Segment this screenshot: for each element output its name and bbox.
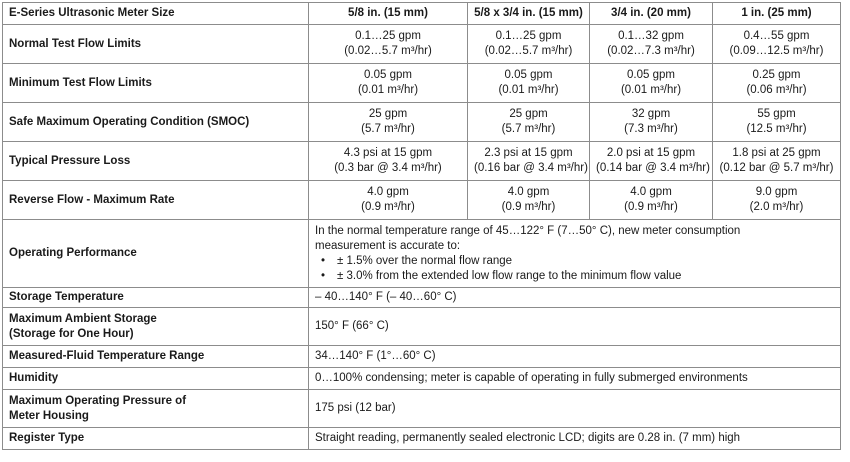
- specification-table: [2, 2, 841, 450]
- row-label: Storage Temperature: [3, 288, 309, 308]
- bullet-icon: •: [321, 269, 326, 282]
- row-label: Measured-Fluid Temperature Range: [3, 346, 309, 368]
- table-cell: 2.3 psi at 15 gpm (0.16 bar @ 3.4 m³/hr): [468, 142, 590, 181]
- table-row-register-type: [3, 428, 841, 450]
- table-cell: 0.1…25 gpm (0.02…5.7 m³/hr): [468, 25, 590, 64]
- table-cell: 0…100% condensing; meter is capable of operating in fully submerged environments: [309, 368, 841, 390]
- bullet-icon: •: [321, 254, 326, 267]
- table-cell: 34…140° F (1°…60° C): [309, 346, 841, 368]
- table-cell: 0.05 gpm (0.01 m³/hr): [590, 64, 713, 103]
- size-header-5-8x3-4: 5/8 x 3/4 in. (15 mm): [468, 3, 590, 25]
- table-cell: 0.25 gpm (0.06 m³/hr): [713, 64, 841, 103]
- table-row-max-operating-pressure: [3, 390, 841, 428]
- size-header-1: 1 in. (25 mm): [713, 3, 841, 25]
- list-item: • ± 1.5% over the normal flow range: [321, 254, 513, 267]
- table-cell: 0.05 gpm (0.01 m³/hr): [468, 64, 590, 103]
- table-row-operating-performance: [3, 220, 841, 288]
- table-cell: Straight reading, permanently sealed electronic LCD; digits are 0.28 in. (7 mm) high: [309, 428, 841, 450]
- table-cell: 150° F (66° C): [309, 308, 841, 346]
- table-cell: – 40…140° F (– 40…60° C): [309, 288, 841, 308]
- row-label: Humidity: [3, 368, 309, 390]
- operating-performance-cell: [309, 220, 841, 288]
- row-label: Maximum Ambient Storage (Storage for One Hour): [3, 308, 309, 346]
- table-cell: 2.0 psi at 15 gpm (0.14 bar @ 3.4 m³/hr): [590, 142, 713, 181]
- table-cell: 25 gpm (5.7 m³/hr): [309, 103, 468, 142]
- table-cell: 0.4…55 gpm (0.09…12.5 m³/hr): [713, 25, 841, 64]
- table-cell: 175 psi (12 bar): [309, 390, 841, 428]
- table-cell: 55 gpm (12.5 m³/hr): [713, 103, 841, 142]
- table-row-pressure-loss: [3, 142, 841, 181]
- table-row-smoc: [3, 103, 841, 142]
- table-row-minimum-test-flow: [3, 64, 841, 103]
- table-cell: 0.1…25 gpm (0.02…5.7 m³/hr): [309, 25, 468, 64]
- row-label: Reverse Flow - Maximum Rate: [3, 181, 309, 220]
- table-row-fluid-temperature: [3, 346, 841, 368]
- performance-text: measurement is accurate to:: [315, 239, 461, 252]
- table-cell: 4.0 gpm (0.9 m³/hr): [309, 181, 468, 220]
- row-label: Operating Performance: [3, 220, 309, 288]
- table-cell: 9.0 gpm (2.0 m³/hr): [713, 181, 841, 220]
- row-label: Maximum Operating Pressure of Meter Housing: [3, 390, 309, 428]
- size-header-3-4: 3/4 in. (20 mm): [590, 3, 713, 25]
- performance-text: In the normal temperature range of 45…122° F (7…50° C), new meter consumption: [315, 224, 741, 237]
- table-row-humidity: [3, 368, 841, 390]
- row-label: Register Type: [3, 428, 309, 450]
- row-label: Typical Pressure Loss: [3, 142, 309, 181]
- table-cell: 1.8 psi at 25 gpm (0.12 bar @ 5.7 m³/hr): [713, 142, 841, 181]
- size-header-5-8: 5/8 in. (15 mm): [309, 3, 468, 25]
- table-title: E-Series Ultrasonic Meter Size: [3, 3, 309, 25]
- table-row-reverse-flow: [3, 181, 841, 220]
- table-cell: 0.05 gpm (0.01 m³/hr): [309, 64, 468, 103]
- table-cell: 4.0 gpm (0.9 m³/hr): [590, 181, 713, 220]
- row-label: Minimum Test Flow Limits: [3, 64, 309, 103]
- table-cell: 4.3 psi at 15 gpm (0.3 bar @ 3.4 m³/hr): [309, 142, 468, 181]
- table-cell: 0.1…32 gpm (0.02…7.3 m³/hr): [590, 25, 713, 64]
- row-label: Safe Maximum Operating Condition (SMOC): [3, 103, 309, 142]
- table-cell: 32 gpm (7.3 m³/hr): [590, 103, 713, 142]
- table-row-normal-test-flow: [3, 25, 841, 64]
- table-row-storage-temperature: [3, 288, 841, 308]
- header-row: [3, 3, 841, 25]
- accuracy-list: [315, 254, 834, 284]
- table-cell: 4.0 gpm (0.9 m³/hr): [468, 181, 590, 220]
- table-row-max-ambient-storage: [3, 308, 841, 346]
- row-label: Normal Test Flow Limits: [3, 25, 309, 64]
- table-cell: 25 gpm (5.7 m³/hr): [468, 103, 590, 142]
- list-item: • ± 3.0% from the extended low flow range to the minimum flow value: [321, 269, 682, 282]
